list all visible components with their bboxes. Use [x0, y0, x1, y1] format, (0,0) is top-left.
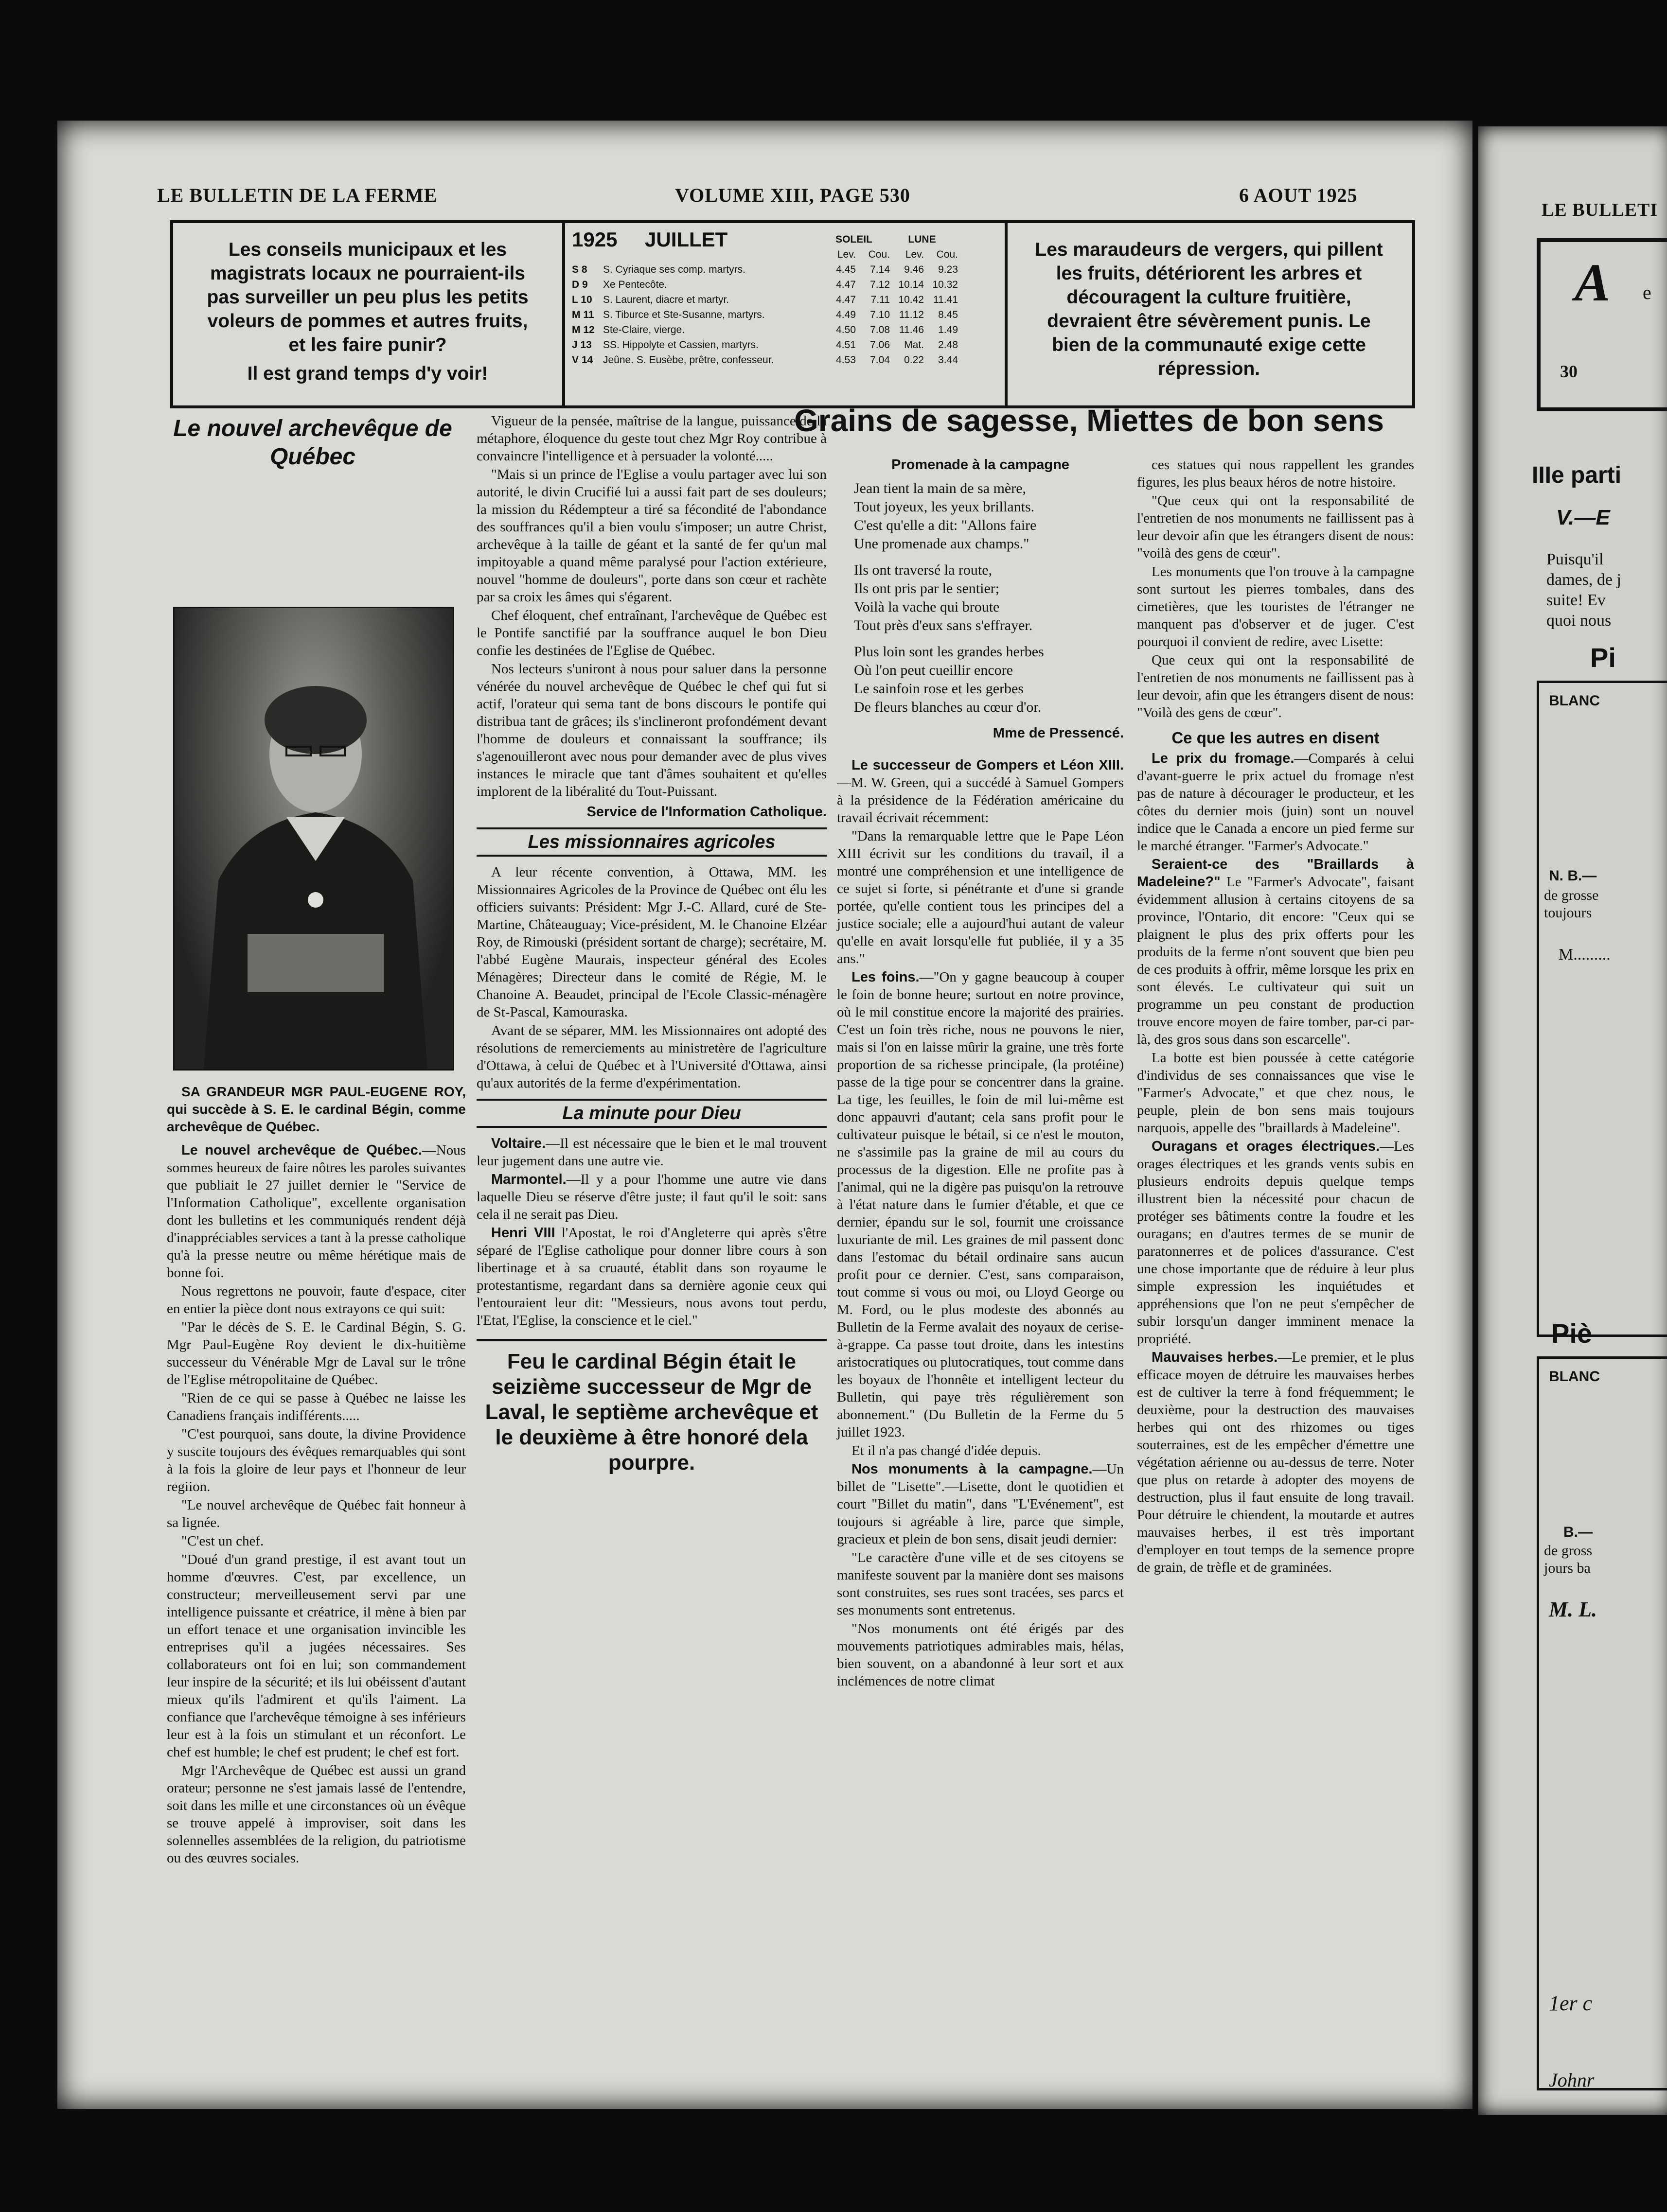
- paragraph-lead: Henri VIII: [491, 1225, 555, 1241]
- column-2: [477, 412, 827, 1475]
- fragment-text: B.—: [1563, 1524, 1593, 1540]
- calendar-day: M 11: [572, 309, 594, 320]
- fragment-text: Pi: [1590, 642, 1616, 673]
- paragraph: Les foins.—"On y gagne beaucoup à couper le foin de bonne heure; surtout en notre province, où le mil constitue encore la majorité des prairies. C'est un foin très riche, nous ne pouvons le nier, mais si l'on en laisse mûrir la graine, une très forte proportion de sa richesse principale, (la protéine) passe de la tige pour se concentrer dans la graine. La tige, les feuilles, le foin de mil lui-même est donc appauvri d'autant; cela sans profit pour le cultivateur puisque le bétail, si ce n'est le mouton, ne s'assimile pas la graine de mil au cours du processus de la digestion. Elle ne profite pas à l'animal, qui ne la digère pas puisqu'on la retrouve à l'état nature dans le fumier d'étable, et que ce dernier, épandu sur le sol, fournit une croissance luxuriante de mil. Les graines de mil passent donc dans l'estomac du bétail ordinaire sans aucun profit pour ce dernier. C'est, sans comparaison, tout comme si vous ou moi, ou Lloyd George ou M. Ford, ou le plus modeste des abonnés au Bulletin de la Ferme avalait des noyaux de cerise-à-grappe. Ca passe tout droite, dans les intestins aristocratiques ou plutocratiques, tout comme dans les boyaux de l'honnête et intelligent lecteur du Bulletin, qui paye très régulièrement son abonnement." (Du Bulletin de la Ferme du 5 juillet 1923.: [837, 969, 1124, 1440]
- calendar-time: 7.10: [870, 309, 890, 320]
- calendar-row: [572, 262, 1000, 277]
- fragment-text: BLANC: [1549, 693, 1600, 709]
- fragment-text: V.—E: [1556, 506, 1610, 529]
- calendar-time: 7.04: [870, 354, 890, 366]
- calendar-time: 7.11: [870, 294, 890, 305]
- paragraph: Mauvaises herbes.—Le premier, et le plus efficace moyen de détruire les mauvaises herbes est de cultiver la terre à fond fréquemment; le deuxième, pour la destruction des mauvaises herbes qui ont des rhizomes ou tiges souterraines, est de les empêcher d'émettre une végétation aérienne ou au-dessus de terre. Noter que plus on retarde à adopter des moyens de destruction, plus il faut ensuite de long travail. Pour détruire le chiendent, la moutarde et autres mauvaises herbes, il est très important d'employer en tout temps de la semence propre de grain, de trèfle et de graminées.: [1137, 1350, 1414, 1575]
- calendar-saint: Ste-Claire, vierge.: [603, 324, 685, 335]
- adjacent-page-fragment: [1478, 126, 1667, 2115]
- column-3: [837, 456, 1124, 1691]
- paragraph: "Mais si un prince de l'Eglise a voulu partager avec lui son autorité, le divin Crucifié lui a aussi fait part de ses douleurs; la mission du Rédempteur a tiré sa fécondité de l'abondance des souffrances qu'il a bien voulu s'imposer; un autre Christ, archevêque à la taille de géant et la santé de fer qu'un mal impitoyable a quand même paralysé pour l'action extérieure, nouvel "homme de douleurs", porte dans son cœur et rachète par sa croix les âmes qui s'égarent.: [477, 467, 827, 605]
- paragraph: "Le caractère d'une ville et de ses citoyens se manifeste souvent par la manière dont ses maisons sont construites, ses rues sont tracées, ses parcs et ses monuments sont entretenus.: [837, 1550, 1124, 1618]
- calendar-time: 7.14: [870, 264, 890, 275]
- calendar-day: V 14: [572, 354, 593, 366]
- fragment-text: de gross: [1544, 1543, 1593, 1559]
- paragraph: Nos lecteurs s'uniront à nous pour saluer dans la personne vénérée du nouvel archevêque de Québec le chef qui fut si actif, l'orateur qui sema tant de bons discours le pontife qui distribua tant de grâces; ils s'inclineront profondément devant l'homme de douleurs et connaissant la souffrance; ils s'agenouilleront avec nous pour demander avec de plus vives instances le miracle que tant d'âmes souhaitent et qu'elles implorent de la libéralité du Tout-Puissant.: [477, 661, 827, 799]
- calendar-time: 0.22: [904, 354, 924, 366]
- section-title-missionnaires: Les missionnaires agricoles: [477, 827, 827, 857]
- paragraph-lead: Le nouvel archevêque de Québec.: [181, 1142, 422, 1158]
- paragraph-lead: Le prix du fromage.: [1152, 751, 1295, 766]
- fragment-text: quoi nous: [1546, 612, 1612, 630]
- divider: [1005, 223, 1008, 405]
- poem-line: De fleurs blanches au cœur d'or.: [854, 699, 1042, 715]
- fragment-form-2: [1537, 1356, 1667, 2090]
- quote-paragraph: Marmontel.—Il y a pour l'homme une autre vie dans laquelle Dieu se réserve d'être juste; il faut qu'il le soit: sans cela il ne serait pas Dieu.: [477, 1172, 827, 1222]
- col-label: Lev.: [837, 249, 856, 260]
- photo-caption: SA GRANDEUR MGR PAUL-EUGENE ROY, qui succède à S. E. le cardinal Bégin, comme archevêque de Québec.: [167, 1084, 466, 1134]
- calendar-time: 7.06: [870, 339, 890, 351]
- fragment-text: toujours: [1544, 905, 1592, 921]
- poem-line: Voilà la vache qui broute: [854, 599, 1000, 615]
- calendar-time: 11.46: [899, 324, 924, 335]
- paragraph: Et il n'a pas changé d'idée depuis.: [851, 1443, 1041, 1458]
- calendar-row: [572, 322, 1000, 337]
- calendar-time: 7.08: [870, 324, 890, 335]
- calendar: [572, 228, 1000, 368]
- col-label: Lev.: [905, 249, 924, 260]
- fragment-text: M.........: [1559, 946, 1611, 964]
- fragment-text: Piè: [1551, 1318, 1593, 1349]
- calendar-day: D 9: [572, 279, 588, 290]
- poem-line: Ils ont traversé la route,: [854, 562, 993, 578]
- calendar-time: 3.44: [938, 354, 958, 366]
- calendar-saint: Xe Pentecôte.: [603, 279, 667, 290]
- cardinal-box: Feu le cardinal Bégin était le seizième successeur de Mgr de Laval, le septième archevêque et le deuxième à être honoré dela pourpre.: [477, 1339, 827, 1475]
- quote-paragraph: Voltaire.—Il est nécessaire que le bien et le mal trouvent leur jugement dans une autre vie.: [477, 1136, 827, 1169]
- left-notice-tail: Il est grand temps d'y voir!: [247, 363, 488, 384]
- calendar-time: 4.47: [836, 279, 856, 290]
- fragment-text: suite! Ev: [1546, 591, 1606, 609]
- column-1: [167, 415, 459, 471]
- volume-page: VOLUME XIII, PAGE 530: [675, 184, 910, 206]
- calendar-row: [572, 292, 1000, 307]
- paragraph: Seraient-ce des "Braillards à Madeleine?" Le "Farmer's Advocate", faisant évidemment allusion à certains citoyens de sa province, l'Ontario, dit encore: "Ceux qui se plaignent le plus des prix offerts pour les produits de la ferme n'ont souvent que bien peu de ces produits à offrir, même lorsque les prix en sont élevés. Le cultivateur qui suit un programme un peu constant de production trouve encore moyen de faire tomber, par-ci par-là, des gros sous dans son escarcelle".: [1137, 857, 1414, 1047]
- fragment-text: 30: [1560, 362, 1578, 381]
- poem-line: Ils ont pris par le sentier;: [854, 580, 1000, 597]
- fragment-head: LE BULLETI: [1542, 200, 1658, 220]
- paragraph: Chef éloquent, chef entraînant, l'archevêque de Québec est le Pontife sanctifié par la souffrance auquel le bon Dieu confie les destinées de l'Eglise de Québec.: [477, 608, 827, 658]
- calendar-time: 10.14: [898, 279, 924, 290]
- calendar-saint: S. Laurent, diacre et martyr.: [603, 294, 729, 305]
- calendar-row: [572, 337, 1000, 352]
- poem-line: Tout près d'eux sans s'effrayer.: [854, 617, 1033, 633]
- paragraph: Le prix du fromage.—Comparés à celui d'avant-guerre le prix actuel du fromage n'est pas de nature à décourager le producteur, et les côtes du dernier mois (juin) sont un nouvel indice que le Canada a encore un pied ferme sur le marché étranger. "Farmer's Advocate.": [1137, 751, 1414, 854]
- paragraph: "C'est pourquoi, sans doute, la divine Providence y suscite toujours des évêques remarquables qui sont à la fois la gloire de leur pays et l'honneur de leur regiion.: [167, 1426, 466, 1494]
- paragraph: ces statues qui nous rappellent les grandes figures, les plus beaux héros de notre histoire.: [1137, 457, 1414, 490]
- calendar-saint: Jeûne. S. Eusèbe, prêtre, confesseur.: [603, 354, 774, 366]
- paragraph: Nous regrettons ne pouvoir, faute d'espace, citer en entier la pièce dont nous extrayons ce qui suit:: [167, 1283, 466, 1317]
- minute-body: [477, 1135, 827, 1329]
- paragraph-lead: Nos monuments à la campagne.: [851, 1461, 1093, 1477]
- calendar-time: 2.48: [938, 339, 958, 351]
- autres-body: [1137, 750, 1414, 1576]
- fragment-text: IIIe parti: [1532, 462, 1622, 488]
- paragraph: A leur récente convention, à Ottawa, MM. les Missionnaires Agricoles de la Province de Québec ont élu les officiers suivants: Président: Mgr J.-C. Allard, curé de Ste-Martine, Châteauguay; Vice-président, M. le Chanoine Elzéar Roy, de Rimouski (président sortant de charge); secrétaire, M. l'abbé Eugène Maurais, inspecteur général des Ecoles Ménagères; Directeur dans le comité de Régie, M. le Chanoine A. Beaudet, principal de l'Ecole Classic-ménagère de St-Pascal, Kamouraska.: [477, 864, 827, 1020]
- fragment-text: N. B.—: [1549, 868, 1597, 884]
- paragraph-lead: Voltaire.: [491, 1136, 546, 1151]
- fragment-text: M. L.: [1549, 1598, 1597, 1621]
- paragraph: Le nouvel archevêque de Québec.—Nous sommes heureux de faire nôtres les paroles suivantes que publiait le 27 juillet dernier le "Service de l'Information Catholique", excellente organisation dont les bulletins et les communiqués rendent déjà d'inappréciables services a tant à la presse catholique qu'à la presse neutre ou même hérétique mais de bonne foi.: [167, 1142, 466, 1281]
- paragraph: Nos monuments à la campagne.—Un billet de "Lisette".—Lisette, dont le quotidien et court "Billet du matin", dans "L'Evénement", est toujours si agréable à lire, parce que simple, gracieux et plein de bon sens, disait jeudi dernier:: [837, 1461, 1124, 1547]
- calendar-time: Mat.: [904, 339, 924, 351]
- calendar-time: 4.50: [836, 324, 856, 335]
- poem-stanza: [854, 643, 1124, 717]
- portrait-image: [175, 608, 453, 1069]
- fragment-text: A: [1575, 253, 1611, 312]
- paragraph-lead: Mauvaises herbes.: [1152, 1350, 1278, 1365]
- paragraph: "Par le décès de S. E. le Cardinal Bégin, S. G. Mgr Paul-Eugène Roy devient le dix-huitième successeur du Vénérable Mgr de Laval sur le trône de l'Eglise métropolitaine de Québec.: [167, 1319, 466, 1387]
- poem-line: Jean tient la main de sa mère,: [854, 480, 1027, 496]
- right-notice: Les maraudeurs de vergers, qui pillent les fruits, détériorent les arbres et découragent la culture fruitière, devraient être sévèrement punis. Le bien de la communauté exige cette répression.: [1035, 239, 1383, 379]
- paragraph: "Que ceux qui ont la responsabilité de l'entretien de nos monuments ne faillissent pas à leur devoir afin que les étrangers disent de nous: "voilà des gens de cœur".: [1137, 493, 1414, 561]
- fragment-text: e: [1643, 281, 1651, 303]
- missionnaires-body: [477, 863, 827, 1092]
- calendar-time: 4.51: [836, 339, 856, 351]
- fragment-text: 1er c: [1549, 1991, 1593, 2015]
- paragraph-lead: Les foins.: [851, 969, 920, 985]
- fragment-text: Johnr: [1549, 2069, 1595, 2091]
- calendar-time: 4.53: [836, 354, 856, 366]
- calendar-day: M 12: [572, 324, 595, 335]
- col4-body: [1137, 456, 1414, 721]
- paragraph: "Le nouvel archevêque de Québec fait honneur à sa lignée.: [167, 1497, 466, 1530]
- divider: [562, 223, 565, 405]
- paragraph: "Nos monuments ont été érigés par des mouvements patriotiques admirables mais, hélas, bien souvent, on a abandonné à leur sort et aux inclémences de notre climat: [837, 1621, 1124, 1689]
- poem-line: Tout joyeux, les yeux brillants.: [854, 499, 1035, 515]
- poem-line: C'est qu'elle a dit: "Allons faire: [854, 517, 1037, 533]
- col-label: Cou.: [868, 249, 890, 260]
- calendar-time: 4.45: [836, 264, 856, 275]
- fragment-text: BLANC: [1549, 1369, 1600, 1385]
- poem-line: Le sainfoin rose et les gerbes: [854, 681, 1024, 697]
- calendar-month: JUILLET: [645, 228, 728, 251]
- paragraph: "Dans la remarquable lettre que le Pape Léon XIII écrivit sur les conditions du travail, il a montré une compréhension et une intelligence de ce sujet si forte, si pénétrante et d'une si grande portée, qu'elle contient tous les principes del a justice sociale; elle a aujourd'hui autant de valeur qu'elle en avait lorsqu'elle fut publiée, il y a 35 ans.": [837, 828, 1124, 966]
- article-title-archeveque: Le nouvel archevêque de Québec: [173, 416, 452, 470]
- paragraph: Vigueur de la pensée, maîtrise de la langue, puissance de la métaphore, éloquence du geste tout chez Mgr Roy contribue à convaincre l'intelligence et à persuader la volonté.....: [477, 413, 827, 464]
- calendar-rows: [572, 262, 1000, 368]
- poem-line: Où l'on peut cueillir encore: [854, 662, 1013, 678]
- fragment-text: de grosse: [1544, 887, 1599, 903]
- calendar-time: 11.12: [899, 309, 924, 320]
- col1-body: [167, 1141, 466, 1867]
- calendar-time: 1.49: [938, 324, 958, 335]
- quote-paragraph: Henri VIII l'Apostat, le roi d'Angleterre qui après s'être séparé de l'Eglise catholique pour donner libre cours à son libertinage et à sa cruauté, établit dans son royaume le protestantisme, regardant dans sa dernière agonie ceux qui l'entouraient leur dit: "Messieurs, nous avons tout perdu, l'Etat, l'Eglise, la conscience et le ciel.": [477, 1225, 827, 1328]
- calendar-time: 4.49: [836, 309, 856, 320]
- paragraph: "Rien de ce qui se passe à Québec ne laisse les Canadiens français indifférents.....: [167, 1390, 466, 1423]
- left-notice: Les conseils municipaux et les magistrats locaux ne pourraient-ils pas surveiller un peu plus les petits voleurs de pommes et autres fruits, et les faire punir?: [207, 239, 529, 355]
- calendar-row: [572, 307, 1000, 322]
- soleil-label: SOLEIL: [835, 234, 872, 245]
- calendar-day: L 10: [572, 294, 592, 305]
- paragraph: Avant de se séparer, MM. les Missionnaires ont adopté des résolutions de remerciements au ministretère de l'agriculture d'Ottawa, à celui de Québec et à l'Université d'Ottawa, ainsi qu'aux autorités de la ferme d'expérimentation.: [477, 1023, 827, 1091]
- publication-name: LE BULLETIN DE LA FERME: [157, 184, 438, 206]
- col-label: Cou.: [936, 249, 958, 260]
- calendar-saint: S. Cyriaque ses comp. martyrs.: [603, 264, 745, 275]
- col3-body: [837, 756, 1124, 1690]
- paragraph-lead: Ouragans et orages électriques.: [1152, 1139, 1380, 1154]
- paragraph-lead: Marmontel.: [491, 1172, 567, 1187]
- issue-date: 6 AOUT 1925: [1239, 184, 1358, 206]
- paragraph: Ouragans et orages électriques.—Les orages électriques et les grands vents subis en plusieurs endroits depuis quelque temps illustrent bien la nécessité pour chacun de protéger ses bâtiments contre la foudre et les ouragans; en d'autres termes de se munir de paratonnerres et de polices d'assurance. C'est une chose importante que de réduire à leur plus simple expression les inquiétudes et appréhensions que l'on ne peut s'empêcher de subir lorsqu'un danger imminent menace la propriété.: [1137, 1139, 1414, 1347]
- lune-label: LUNE: [908, 234, 936, 245]
- calendar-saint: S. Tiburce et Ste-Susanne, martyrs.: [603, 309, 765, 320]
- calendar-saint: SS. Hippolyte et Cassien, martyrs.: [603, 339, 759, 351]
- poem-line: Plus loin sont les grandes herbes: [854, 644, 1044, 660]
- poem-line: Une promenade aux champs.": [854, 536, 1029, 552]
- fragment-form-1: [1537, 681, 1667, 1337]
- calendar-time: 10.42: [898, 294, 924, 305]
- paragraph: La botte est bien poussée à cette catégorie d'individus de ses connaissances que vise le "Farmer's Advocate," et que chez nous, le peuple, plein de bon sens mais toujours narquois, appelle des "braillards à Madeleine".: [1137, 1050, 1414, 1136]
- column-4: [1137, 456, 1414, 1577]
- calendar-row: [572, 277, 1000, 292]
- paragraph: "C'est un chef.: [181, 1533, 264, 1549]
- newspaper-page: [57, 121, 1472, 2109]
- poem-title: Promenade à la campagne: [891, 457, 1069, 473]
- paragraph: Les monuments que l'on trouve à la campagne sont surtout les pierres tombales, dans des cimetières, que les touristes de l'étranger ne manquent pas d'observer et de juger. C'est pourquoi il convient de redire, avec Lisette:: [1137, 564, 1414, 650]
- poem-author: Mme de Pressencé.: [993, 725, 1124, 741]
- poem: [854, 479, 1124, 717]
- portrait-photo: [173, 607, 454, 1071]
- fragment-text: Puisqu'il: [1546, 550, 1604, 568]
- poem-stanza: [854, 479, 1124, 553]
- paragraph: "Doué d'un grand prestige, il est avant tout un homme d'œuvres. C'est, par excellence, un constructeur; merveilleusement servi par une intelligence puissante et créatrice, il mène à bien par un effort tenace et une organisation invincible les entreprises qu'il a jugées nécessaires. Ses collaborateurs ont foi en lui; son commandement leur inspire de la sécurité; et ils lui obéissent d'autant mieux qu'ils l'admirent et qu'ils l'aiment. La confiance que l'archevêque témoigne à ses inférieurs leur est à la fois un stimulant et un réconfort. Le chef est humble; le chef est prudent; le chef est fort.: [167, 1552, 466, 1760]
- calendar-day: S 8: [572, 264, 587, 275]
- paragraph: Le successeur de Gompers et Léon XIII.—M. W. Green, qui a succédé à Samuel Gompers à la présidence de la Fédération américaine du travail écrivait récemment:: [837, 757, 1124, 825]
- calendar-row: [572, 352, 1000, 368]
- paragraph: Que ceux qui ont la responsabilité de l'entretien de nos monuments ne faillissent pas à leur devoir, afin que les étrangers disent de nous: "Voilà des gens de cœur".: [1137, 652, 1414, 720]
- top-banner-box: [170, 220, 1415, 408]
- service-signature: Service de l'Information Catholique.: [586, 804, 827, 820]
- calendar-time: 8.45: [938, 309, 958, 320]
- section-title-autres: Ce que les autres en disent: [1171, 729, 1380, 747]
- paragraph-lead: Le successeur de Gompers et Léon XIII.: [851, 757, 1124, 773]
- calendar-time: 4.47: [836, 294, 856, 305]
- calendar-time: 9.23: [938, 264, 958, 275]
- fragment-text: jours ba: [1544, 1560, 1591, 1576]
- calendar-time: 11.41: [933, 294, 958, 305]
- poem-stanza: [854, 561, 1124, 635]
- section-big-title: Grains de sagesse, Miettes de bon sens: [794, 403, 1384, 438]
- calendar-year: 1925: [572, 228, 618, 251]
- calendar-time: 9.46: [904, 264, 924, 275]
- calendar-time: 7.12: [870, 279, 890, 290]
- calendar-time: 10.32: [932, 279, 958, 290]
- paragraph: Mgr l'Archevêque de Québec est aussi un grand orateur; personne ne s'est jamais lassé de l'entendre, soit dans les mille et une circonstances où un évêque se trouve appelé à improviser, soit dans les solennelles assemblées de la religion, du patriotisme ou des œuvres sociales.: [167, 1763, 466, 1866]
- calendar-day: J 13: [572, 339, 592, 351]
- paragraph-lead: Seraient-ce des "Braillards à Madeleine?": [1137, 857, 1414, 890]
- section-title-minute: La minute pour Dieu: [477, 1099, 827, 1128]
- fragment-text: dames, de j: [1546, 571, 1621, 589]
- col2-body: [477, 412, 827, 800]
- fragment-box: [1537, 238, 1667, 411]
